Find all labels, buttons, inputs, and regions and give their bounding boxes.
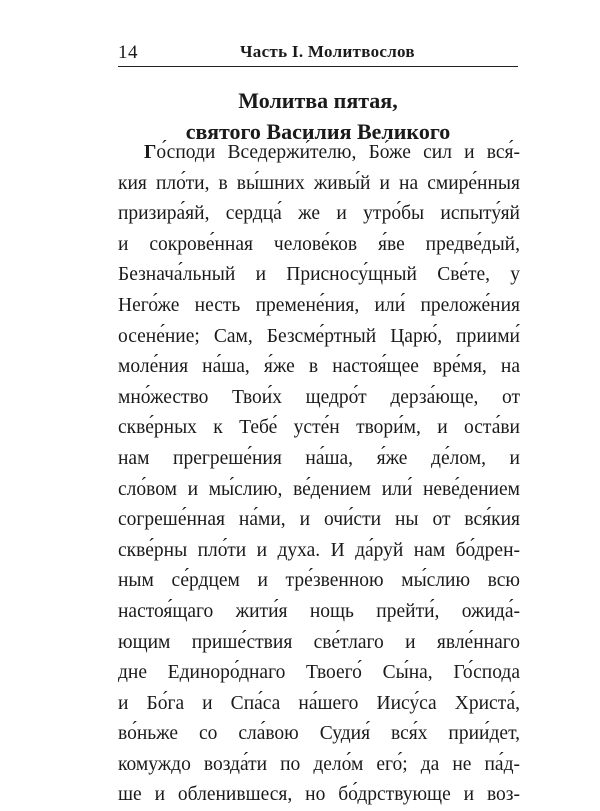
prayer-line: ным се́рдцем и тре́звенною мы́слию всю (118, 570, 520, 592)
prayer-line: Безнача́льный и Присносу́щный Све́те, у (118, 264, 520, 286)
prayer-line: ющим прише́ствия све́тлаго и явле́ннаго (118, 631, 520, 653)
prayer-line: настоя́щаго жити́я нощь прейти́, ожида́- (118, 600, 520, 622)
prayer-line: кия пло́ти, в вы́шних живы́й и на смире́нныя (118, 172, 520, 194)
prayer-line: осене́ние; Сам, Безсме́ртный Царю́, приими́ (118, 325, 520, 347)
prayer-line: согреше́нная на́ми, и очи́сти ны от вся́кия (118, 509, 520, 531)
running-head: Часть I. Молитвослов (240, 42, 415, 61)
prayer-line: Го́споди Вседержи́телю, Бо́же сил и вся́- (144, 142, 520, 163)
prayer-body (118, 138, 520, 811)
prayer-line: мно́жество Твои́х щедро́т дерза́юще, от (118, 386, 520, 408)
prayer-line: дне Единоро́днаго Твоего́ Сы́на, Го́спода (118, 662, 520, 684)
prayer-line: нам прегреше́ния на́ша, я́же де́лом, и (118, 447, 520, 469)
prayer-line: скве́рных к Тебе́ усте́н твори́м, и оста́ви (118, 417, 520, 439)
page-header (118, 38, 518, 68)
initial-letter: Г (144, 142, 157, 163)
prayer-line: во́ньже со сла́вою Судия́ вся́х прии́дет, (118, 723, 520, 745)
page-number: 14 (118, 42, 138, 63)
header-rule (118, 66, 518, 67)
prayer-title-line-2: святого Василия Великого (185, 119, 451, 144)
prayer-title-line-1: Молитва пятая, (238, 88, 398, 113)
prayer-line: Него́же несть премене́ния, или́ преложе́ния (118, 294, 520, 316)
prayer-line: и сокрове́нная челове́ков я́ве предве́дый, (118, 233, 520, 255)
prayer-line: скве́рны пло́ти и духа. И да́руй нам бо́дрен- (118, 539, 520, 561)
prayer-line: сло́вом и мы́слию, ве́дением или́ неве́дением (118, 478, 520, 500)
prayer-line: ше и обленившеся, но бо́дрствующе и воз- (118, 784, 520, 806)
prayer-line: призира́яй, сердца́ же и утро́бы испыту́яй (118, 203, 520, 225)
prayer-line: и Бо́га и Спа́са на́шего Иису́са Христа́, (118, 692, 520, 714)
prayer-line: комуждо возда́ти по дело́м его́; да не па́д- (118, 753, 520, 775)
prayer-line: моле́ния на́ша, я́же в настоя́щее вре́мя, на (118, 356, 520, 378)
